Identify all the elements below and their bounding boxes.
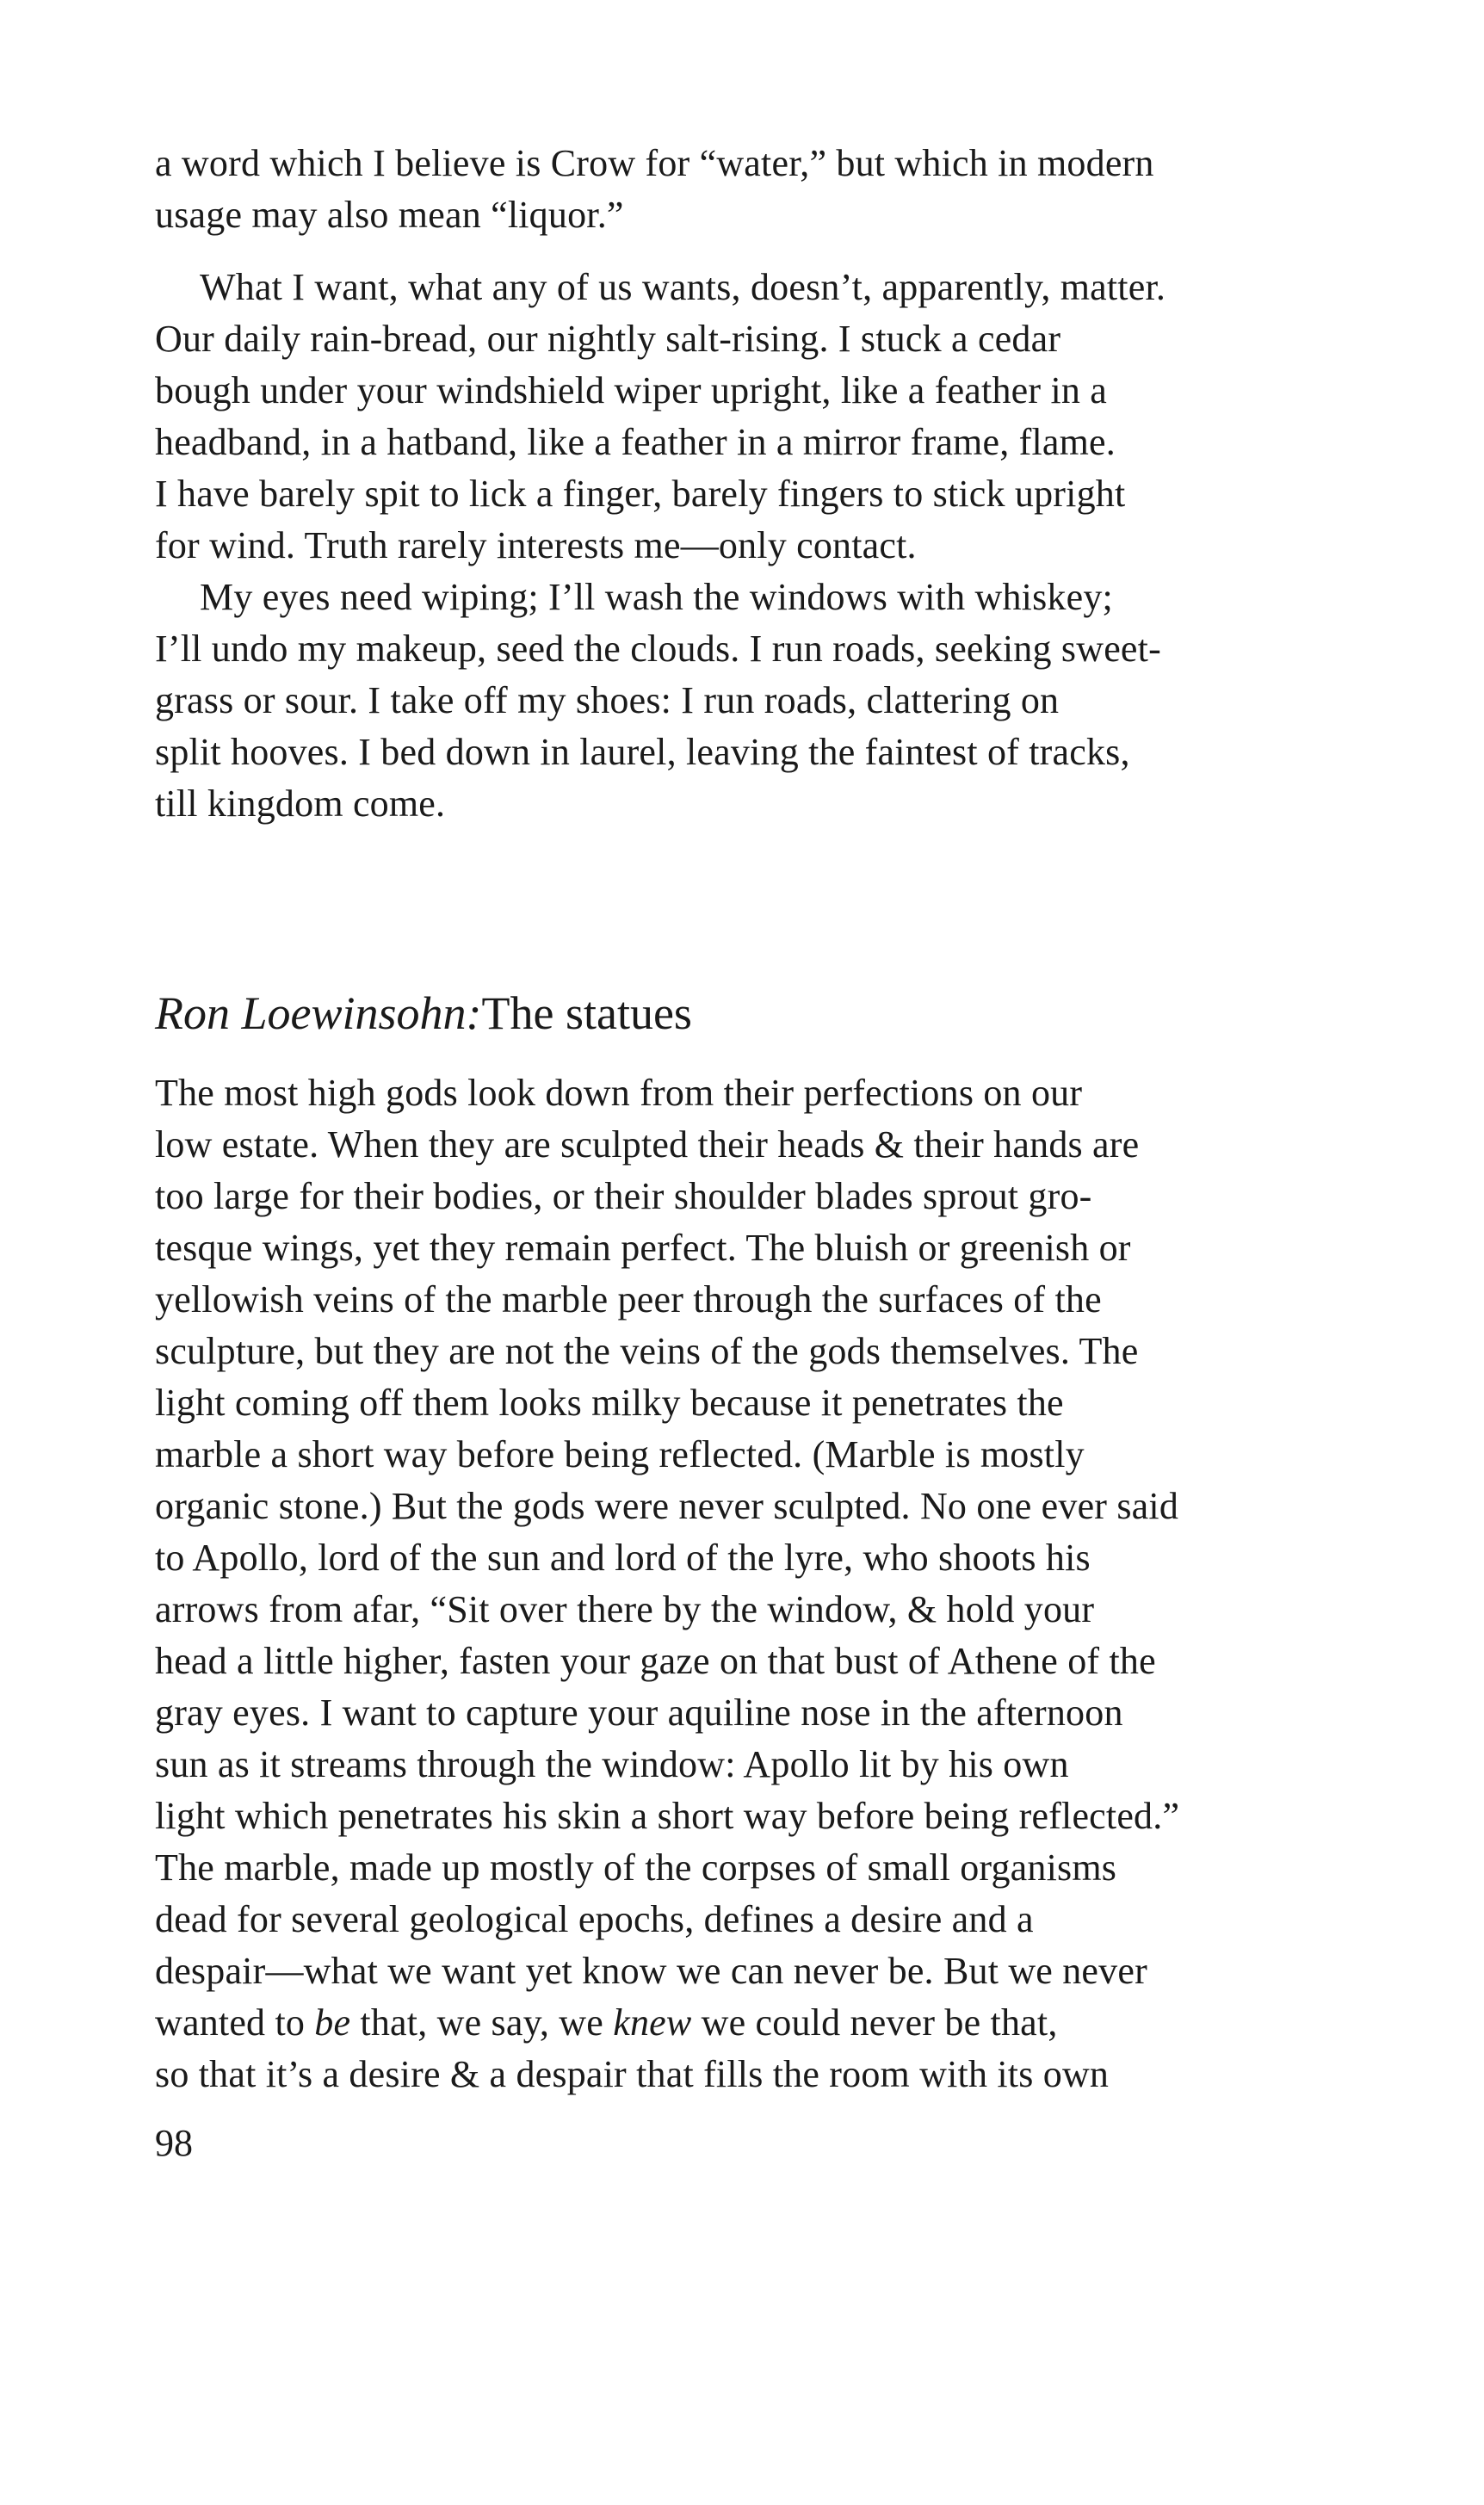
poem-line: for wind. Truth rarely interests me—only contact.	[155, 524, 917, 566]
page-number: 98	[155, 2122, 193, 2164]
emphasis-text: knew	[613, 2001, 692, 2044]
body-text: we could never be that,	[691, 2001, 1058, 2044]
body-line: The marble, made up mostly of the corpses of small organisms	[155, 1846, 1117, 1889]
body-line: organic stone.) But the gods were never sculpted. No one ever said	[155, 1485, 1179, 1527]
section-heading	[155, 987, 692, 1039]
body-line: to Apollo, lord of the sun and lord of the lyre, who shoots his	[155, 1537, 1091, 1579]
body-line: gray eyes. I want to capture your aquiline nose in the afternoon	[155, 1692, 1123, 1734]
body-line: low estate. When they are sculpted their heads & their hands are	[155, 1123, 1140, 1166]
poem-line: bough under your windshield wiper upright, like a feather in a	[155, 369, 1107, 411]
poem-line: Our daily rain-bread, our nightly salt-rising. I stuck a cedar	[155, 318, 1061, 360]
body-line: arrows from afar, “Sit over there by the window, & hold your	[155, 1588, 1095, 1630]
poem-line: headband, in a hatband, like a feather in a mirror frame, flame.	[155, 421, 1116, 463]
body-line: so that it’s a desire & a despair that fills the room with its own	[155, 2053, 1110, 2095]
poem-line: I’ll undo my makeup, seed the clouds. I run roads, seeking sweet-	[155, 628, 1161, 670]
body-line: marble a short way before being reflected. (Marble is mostly	[155, 1433, 1085, 1475]
author-name: Ron Loewinsohn:	[155, 987, 482, 1039]
body-line: dead for several geological epochs, defines a desire and a	[155, 1898, 1034, 1940]
body-line: head a little higher, fasten your gaze on that bust of Athene of the	[155, 1640, 1156, 1682]
poem-title: The statues	[481, 987, 692, 1039]
body-line: sculpture, but they are not the veins of the gods themselves. The	[155, 1330, 1139, 1372]
body-text: that, we say, we	[350, 2001, 614, 2044]
poem-line: I have barely spit to lick a finger, barely fingers to stick upright	[155, 473, 1126, 515]
poem-line: a word which I believe is Crow for “water,” but which in modern	[155, 142, 1154, 184]
poem-line: split hooves. I bed down in laurel, leaving the faintest of tracks,	[155, 731, 1130, 773]
body-line: light which penetrates his skin a short way before being reflected.”	[155, 1795, 1180, 1837]
body-line: yellowish veins of the marble peer through the surfaces of the	[155, 1278, 1102, 1321]
body-line: The most high gods look down from their perfections on our	[155, 1072, 1083, 1114]
body-line: tesque wings, yet they remain perfect. The bluish or greenish or	[155, 1227, 1131, 1269]
body-line	[155, 2001, 1058, 2044]
body-line: sun as it streams through the window: Apollo lit by his own	[155, 1743, 1069, 1785]
poem-line: What I want, what any of us wants, doesn’t, apparently, matter.	[200, 266, 1166, 308]
poem-line: usage may also mean “liquor.”	[155, 194, 624, 236]
body-text: wanted to	[155, 2001, 315, 2044]
poem-line: till kingdom come.	[155, 782, 446, 825]
poem-line: grass or sour. I take off my shoes: I run roads, clattering on	[155, 679, 1060, 721]
emphasis-text: be	[314, 2001, 351, 2044]
poem-line: My eyes need wiping; I’ll wash the windows with whiskey;	[200, 576, 1113, 618]
body-line: light coming off them looks milky because it penetrates the	[155, 1382, 1064, 1424]
body-line: too large for their bodies, or their shoulder blades sprout gro-	[155, 1175, 1092, 1217]
body-line: despair—what we want yet know we can never be. But we never	[155, 1950, 1147, 1992]
